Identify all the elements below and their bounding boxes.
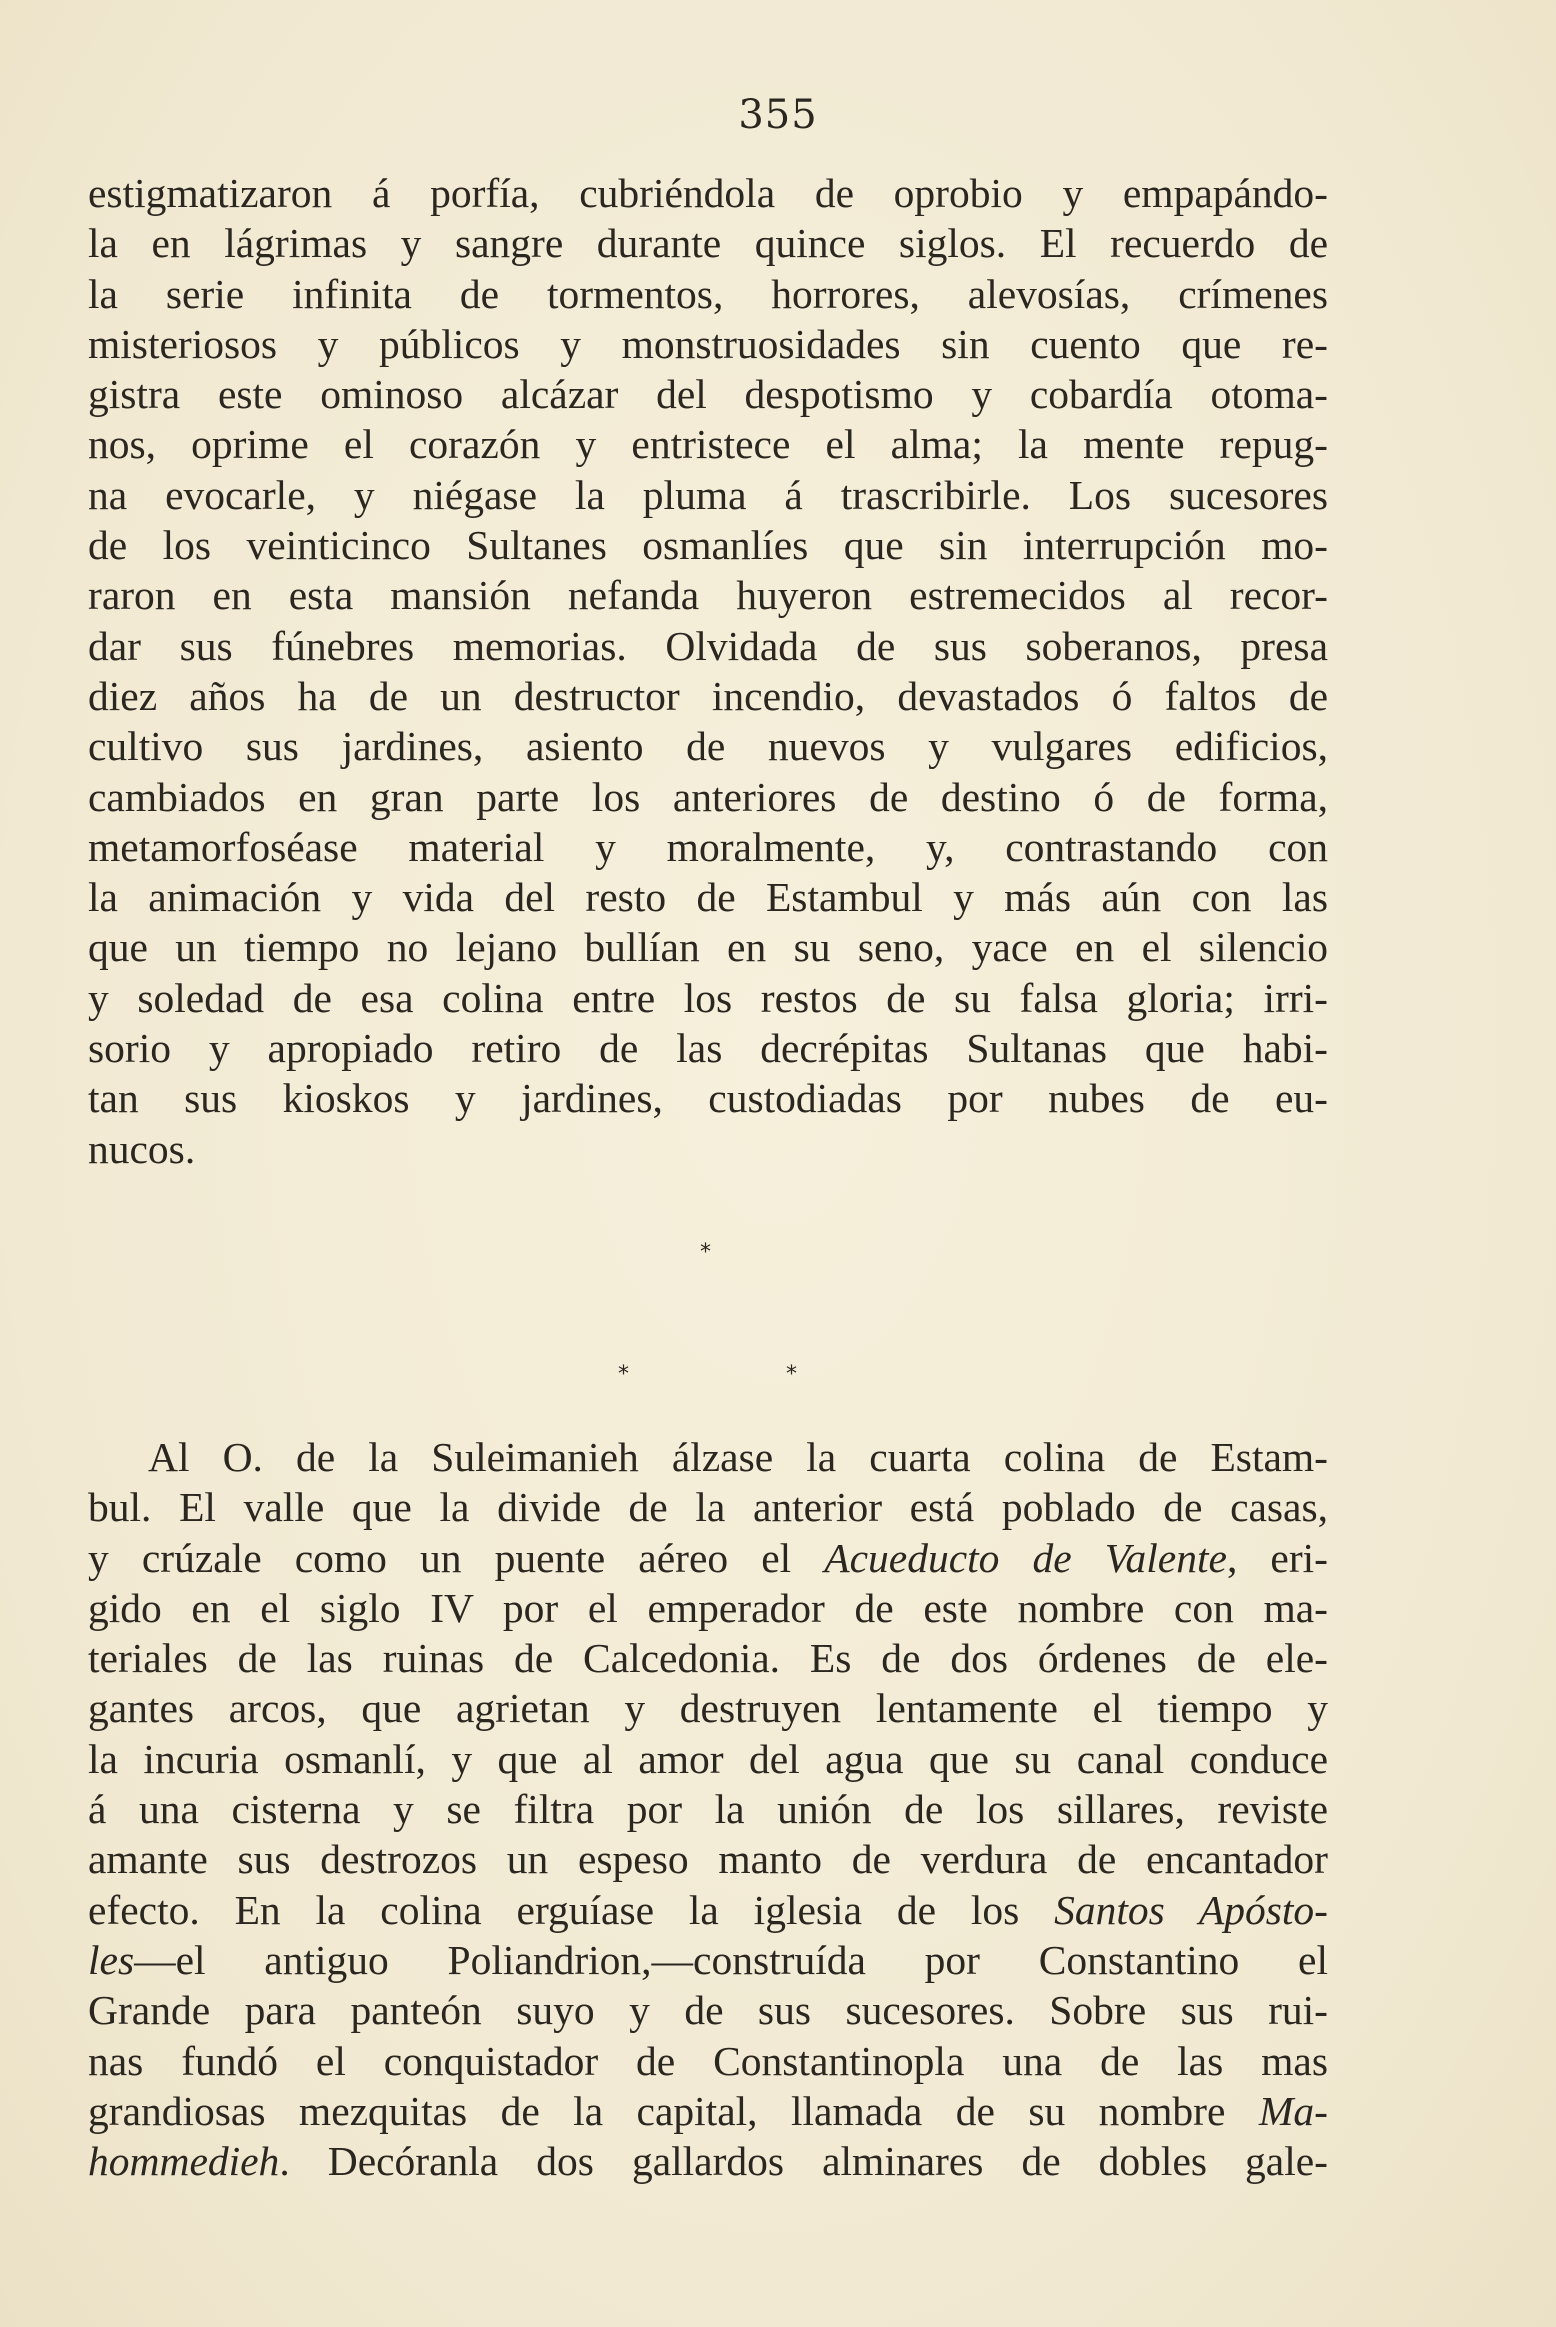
text-line: y soledad de esa colina entre los restos de su falsa gloria; irri- [88, 974, 1328, 1021]
page-number: 355 [738, 92, 818, 138]
text-line: diez años ha de un destructor incendio, devastados ó faltos de [88, 672, 1328, 719]
text-line: la animación y vida del resto de Estambul y más aún con las [88, 874, 1328, 921]
text-run: y crúzale como un puente aéreo el [88, 1534, 825, 1581]
text-line: la incuria osmanlí, y que al amor del agua que su canal conduce [88, 1735, 1328, 1782]
text-line: nos, oprime el corazón y entristece el alma; la mente repug- [88, 421, 1328, 468]
text-line [88, 1533, 1328, 1583]
text-line: á una cisterna y se filtra por la unión de los sillares, reviste [88, 1786, 1328, 1833]
text-line: la serie infinita de tormentos, horrores, alevosías, crímenes [88, 270, 1328, 317]
text-line: de los veinticinco Sultanes osmanlíes que sin interrupción mo- [88, 522, 1328, 569]
italic-title-acueducto: Acueducto de Valente [824, 1534, 1227, 1581]
text-line: na evocarle, y niégase la pluma á trascribirle. Los sucesores [88, 471, 1328, 518]
text-line: nucos. [88, 1125, 196, 1172]
text-line: amante sus destrozos un espeso manto de verdura de encantador [88, 1836, 1328, 1883]
text-line: estigmatizaron á porfía, cubriéndola de oprobio y empapándo- [88, 170, 1328, 216]
text-line: raron en esta mansión nefanda huyeron estremecidos al recor- [88, 572, 1328, 619]
text-line [88, 1885, 1328, 1935]
text-line: sorio y apropiado retiro de las decrépitas Sultanas que habi- [88, 1025, 1328, 1072]
text-line [88, 1935, 1328, 1985]
text-run: grandiosas mezquitas de la capital, llamada de su nombre [88, 2087, 1259, 2134]
text-line: metamorfoséase material y moralmente, y, contrastando con [88, 823, 1328, 870]
text-run: efecto. En la colina erguíase la iglesia de los [88, 1886, 1055, 1933]
text-run: . Decóranla dos gallardos alminares de dobles gale- [279, 2138, 1328, 2185]
text-run: , eri- [1226, 1534, 1328, 1581]
text-line [88, 2136, 1328, 2186]
asterism-star-top: * [700, 1240, 711, 1265]
text-line: gantes arcos, que agrietan y destruyen lentamente el tiempo y [88, 1685, 1328, 1732]
text-line [88, 2086, 1328, 2136]
text-line: teriales de las ruinas de Calcedonia. Es de dos órdenes de ele- [88, 1635, 1328, 1682]
text-line: misteriosos y públicos y monstruosidades sin cuento que re- [88, 320, 1328, 367]
text-line: Grande para panteón suyo y de sus sucesores. Sobre sus rui- [88, 1987, 1328, 2034]
text-line: Al O. de la Suleimanieh álzase la cuarta colina de Estam- [148, 1434, 1328, 1480]
italic-title-mahommedieh-cont: hommedieh [88, 2138, 280, 2185]
italic-title-santos: Santos Apósto- [1054, 1886, 1328, 1933]
paragraph-2 [88, 1432, 1328, 2186]
paragraph-1 [88, 168, 1328, 1174]
italic-title-mahommedieh: Ma- [1258, 2087, 1328, 2134]
text-line: cultivo sus jardines, asiento de nuevos y vulgares edificios, [88, 723, 1328, 770]
text-line: dar sus fúnebres memorias. Olvidada de sus soberanos, presa [88, 622, 1328, 669]
text-line: la en lágrimas y sangre durante quince siglos. El recuerdo de [88, 220, 1328, 267]
text-line: gistra este ominoso alcázar del despotismo y cobardía otoma- [88, 371, 1328, 418]
text-run: —el antiguo Poliandrion,—construída por Constantino el [134, 1936, 1328, 1983]
text-line: tan sus kioskos y jardines, custodiadas por nubes de eu- [88, 1075, 1328, 1122]
text-line: nas fundó el conquistador de Constantinopla una de las mas [88, 2037, 1328, 2084]
text-line: gido en el siglo IV por el emperador de este nombre con ma- [88, 1584, 1328, 1631]
asterism-star-right: * [786, 1362, 797, 1387]
asterism-star-left: * [618, 1362, 629, 1387]
text-line: bul. El valle que la divide de la anterior está poblado de casas, [88, 1484, 1328, 1531]
italic-title-santos-cont: les [88, 1936, 135, 1983]
text-line: cambiados en gran parte los anteriores de destino ó de forma, [88, 773, 1328, 820]
text-line: que un tiempo no lejano bullían en su seno, yace en el silencio [88, 924, 1328, 971]
